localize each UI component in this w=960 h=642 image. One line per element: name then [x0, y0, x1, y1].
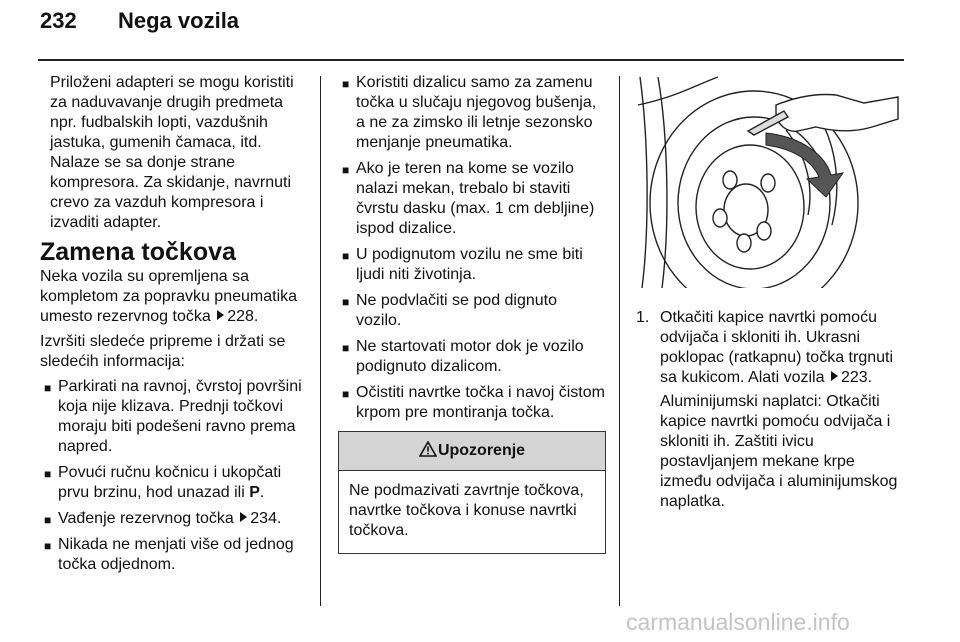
- watermark: carmanualsonline.info: [626, 609, 850, 635]
- square-bullet-icon: ■: [342, 387, 350, 401]
- square-bullet-icon: ■: [342, 163, 350, 177]
- square-bullet-icon: ■: [44, 381, 52, 395]
- square-bullet-icon: ■: [342, 77, 350, 91]
- steps-list: [636, 308, 904, 512]
- intro-paragraph: Priloženi adapteri se mogu koristiti za naduvavanje drugih predmeta npr. fudbalskih lopti, vazdušnih jastuka, gumenih čamaca, itd. Nalaze se sa donje strane kompresora. Za skidanje, navrnuti crevo za vazduh kompresora i izvaditi adapter.: [50, 74, 294, 231]
- list-item-text: Parkirati na ravnoj, čvrstoj površini koja nije klizava. Prednji točkovi moraju biti podešeni ravno prema napred.: [58, 378, 302, 455]
- warning-title: Upozorenje: [437, 442, 526, 459]
- list-item: [40, 535, 302, 575]
- list-item-text: Ne podvlačiti se pod dignuto vozilo.: [356, 292, 558, 329]
- list-item: [40, 509, 302, 529]
- list-item: [338, 337, 606, 377]
- reference-arrow-icon: [831, 371, 838, 381]
- section-heading: Zamena točkova: [40, 238, 236, 266]
- page-title: Nega vozila: [118, 8, 240, 33]
- list-item-text: Ne startovati motor dok je vozilo podignuto dizalicom.: [356, 338, 584, 375]
- wheel-cover-removal-illustration: [636, 75, 902, 288]
- page-number: 232: [40, 8, 77, 33]
- square-bullet-icon: ■: [342, 249, 350, 263]
- list-item-end: .: [259, 484, 265, 501]
- list-item-text: Koristiti dizalicu samo za zamenu točka u slučaju njegovog bušenja, a ne za zimsko ili letnje sezonsko menjanje pneumatika.: [356, 74, 597, 151]
- aluminium-rims-text: Aluminijumski naplatci: Otkačiti kapice navrtki pomoću odvijača i skloniti ih. Zaštiti ivicu postavljanjem mekane krpe između odvijača i aluminijumskog naplatka.: [660, 393, 898, 510]
- reference-arrow-icon: [240, 512, 247, 522]
- step-item: [636, 308, 904, 512]
- list-item: [338, 383, 606, 423]
- list-item: [338, 159, 606, 239]
- square-bullet-icon: ■: [342, 341, 350, 355]
- square-bullet-icon: ■: [342, 295, 350, 309]
- list-item-text: U podignutom vozilu ne sme biti ljudi niti životinja.: [356, 246, 583, 283]
- list-item: [338, 245, 606, 285]
- preparation-list: [40, 377, 302, 575]
- list-item: [40, 377, 302, 457]
- warning-triangle-icon: [419, 441, 437, 457]
- list-item-text: Povući ručnu kočnicu i ukopčati prvu brzinu, hod unazad ili: [58, 464, 282, 501]
- square-bullet-icon: ■: [44, 467, 52, 481]
- reference-arrow-icon: [217, 310, 224, 320]
- list-item: [40, 463, 302, 503]
- square-bullet-icon: ■: [44, 513, 52, 527]
- warning-box: [338, 431, 606, 554]
- column-divider-2: [619, 76, 620, 606]
- step-ref: 223.: [840, 369, 873, 386]
- tire-illustration: [636, 75, 902, 288]
- warning-header: [339, 432, 605, 471]
- column-1: [40, 73, 302, 581]
- kit-paragraph-ref: 228.: [227, 308, 259, 325]
- column-3: [636, 308, 904, 516]
- step-number: 1.: [636, 309, 650, 326]
- kit-paragraph: [40, 267, 302, 327]
- kit-paragraph-text: Neka vozila su opremljena sa kompletom za popravku pneumatika umesto rezervnog točka: [40, 268, 298, 325]
- list-item-text: Vađenje rezervnog točka: [58, 510, 234, 527]
- list-item: [338, 73, 606, 153]
- list-item-text: Očistiti navrtke točka i navoj čistom krpom pre montiranja točka.: [356, 384, 605, 421]
- list-item-text: Nikada ne menjati više od jednog točka odjednom.: [58, 536, 294, 573]
- list-item: [338, 291, 606, 331]
- list-item-text: Ako je teren na kome se vozilo nalazi mekan, trebalo bi staviti čvrstu dasku (max. 1 cm debljine) ispod dizalice.: [356, 160, 595, 237]
- preparation-paragraph: Izvršiti sledeće pripreme i držati se sledećih informacija:: [40, 333, 286, 370]
- gear-position-label: P: [249, 484, 260, 501]
- step-text: [660, 308, 904, 388]
- warning-text: Ne podmazivati zavrtnje točkova, navrtke točkova i konuse navrtki točkova.: [349, 482, 584, 539]
- column-divider-1: [320, 76, 321, 606]
- safety-list: [338, 73, 606, 423]
- header-divider: [38, 59, 904, 61]
- step-text-main: Otkačiti kapice navrtki pomoću odvijača i skloniti ih. Ukrasni poklopac (ratkapnu) točka trgnuti sa kukicom. Alati vozila: [660, 309, 894, 386]
- list-item-ref: 234.: [250, 510, 282, 527]
- column-2: [338, 73, 606, 554]
- square-bullet-icon: ■: [44, 539, 52, 553]
